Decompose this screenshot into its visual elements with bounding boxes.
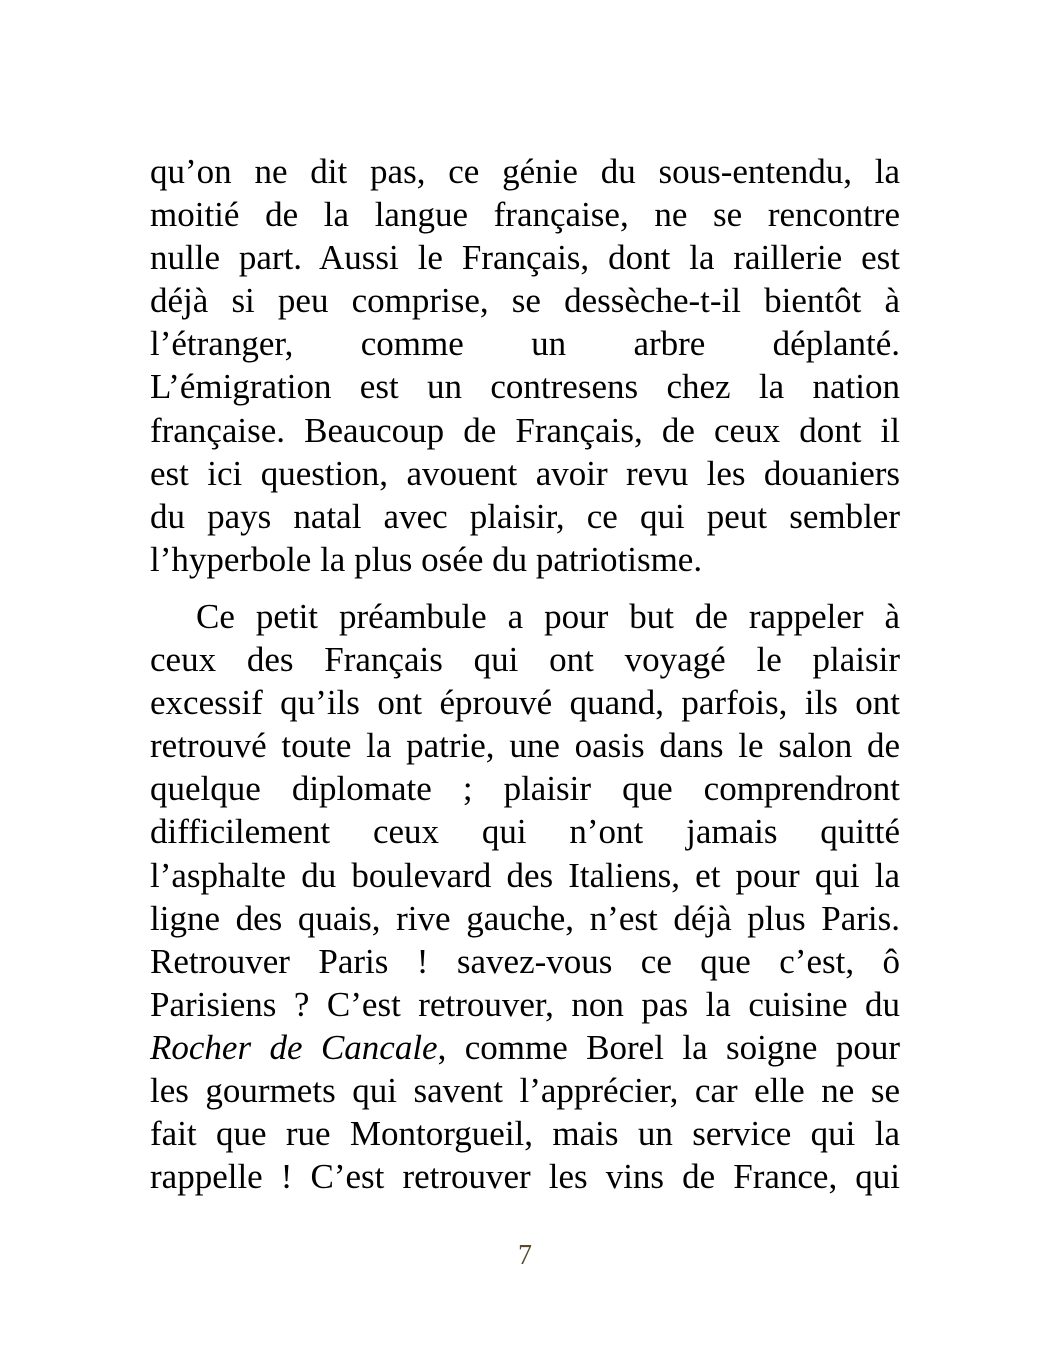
text-line: l’hyperbole la plus osée du patriotisme.: [150, 539, 703, 579]
text-line: qu’on ne dit pas, ce génie du sous-entendu, la: [150, 152, 900, 191]
text-line: Parisiens ? C’est retrouver, non pas la cuisine du: [150, 984, 900, 1024]
text-line: retrouvé toute la patrie, une oasis dans le salon de: [150, 726, 900, 766]
text-line: moitié de la langue française, ne se rencontre: [150, 195, 900, 235]
paragraph-1: [150, 150, 900, 581]
text-line: déjà si peu comprise, se dessèche-t-il bientôt à: [150, 281, 900, 321]
text-line: française. Beaucoup de Français, de ceux dont il: [150, 410, 900, 450]
text-line: rappelle ! C’est retrouver les vins de France, qui: [150, 1157, 900, 1197]
text-line: Retrouver Paris ! savez-vous ce que c’est, ô: [150, 941, 900, 981]
text-line: l’étranger, comme un arbre déplanté.: [150, 324, 900, 364]
text-line: les gourmets qui savent l’apprécier, car elle ne se: [150, 1070, 900, 1110]
text-line: ligne des quais, rive gauche, n’est déjà plus Paris.: [150, 898, 900, 938]
text-line: l’asphalte du boulevard des Italiens, et pour qui la: [150, 855, 900, 895]
text-fragment: , comme Borel la soigne pour: [437, 1027, 900, 1067]
page-number: 7: [518, 1240, 532, 1271]
body-text: [150, 150, 900, 1198]
text-line-with-title: [150, 1026, 900, 1069]
text-line: L’émigration est un contresens chez la nation: [150, 367, 900, 407]
text-line: quelque diplomate ; plaisir que comprendront: [150, 769, 900, 809]
text-line: difficilement ceux qui n’ont jamais quitté: [150, 812, 900, 852]
italic-title: Rocher de Cancale: [150, 1027, 438, 1067]
paragraph-2: [150, 595, 900, 1198]
text-line: nulle part. Aussi le Français, dont la raillerie est: [150, 238, 900, 278]
text-line: est ici question, avouent avoir revu les douaniers: [150, 453, 900, 493]
text-line: Ce petit préambule a pour but de rappeler à: [196, 596, 900, 636]
text-line: ceux des Français qui ont voyagé le plaisir: [150, 640, 900, 680]
text-line: fait que rue Montorgueil, mais un service qui la: [150, 1114, 900, 1154]
text-line: du pays natal avec plaisir, ce qui peut sembler: [150, 496, 900, 536]
text-line: excessif qu’ils ont éprouvé quand, parfois, ils ont: [150, 683, 900, 723]
